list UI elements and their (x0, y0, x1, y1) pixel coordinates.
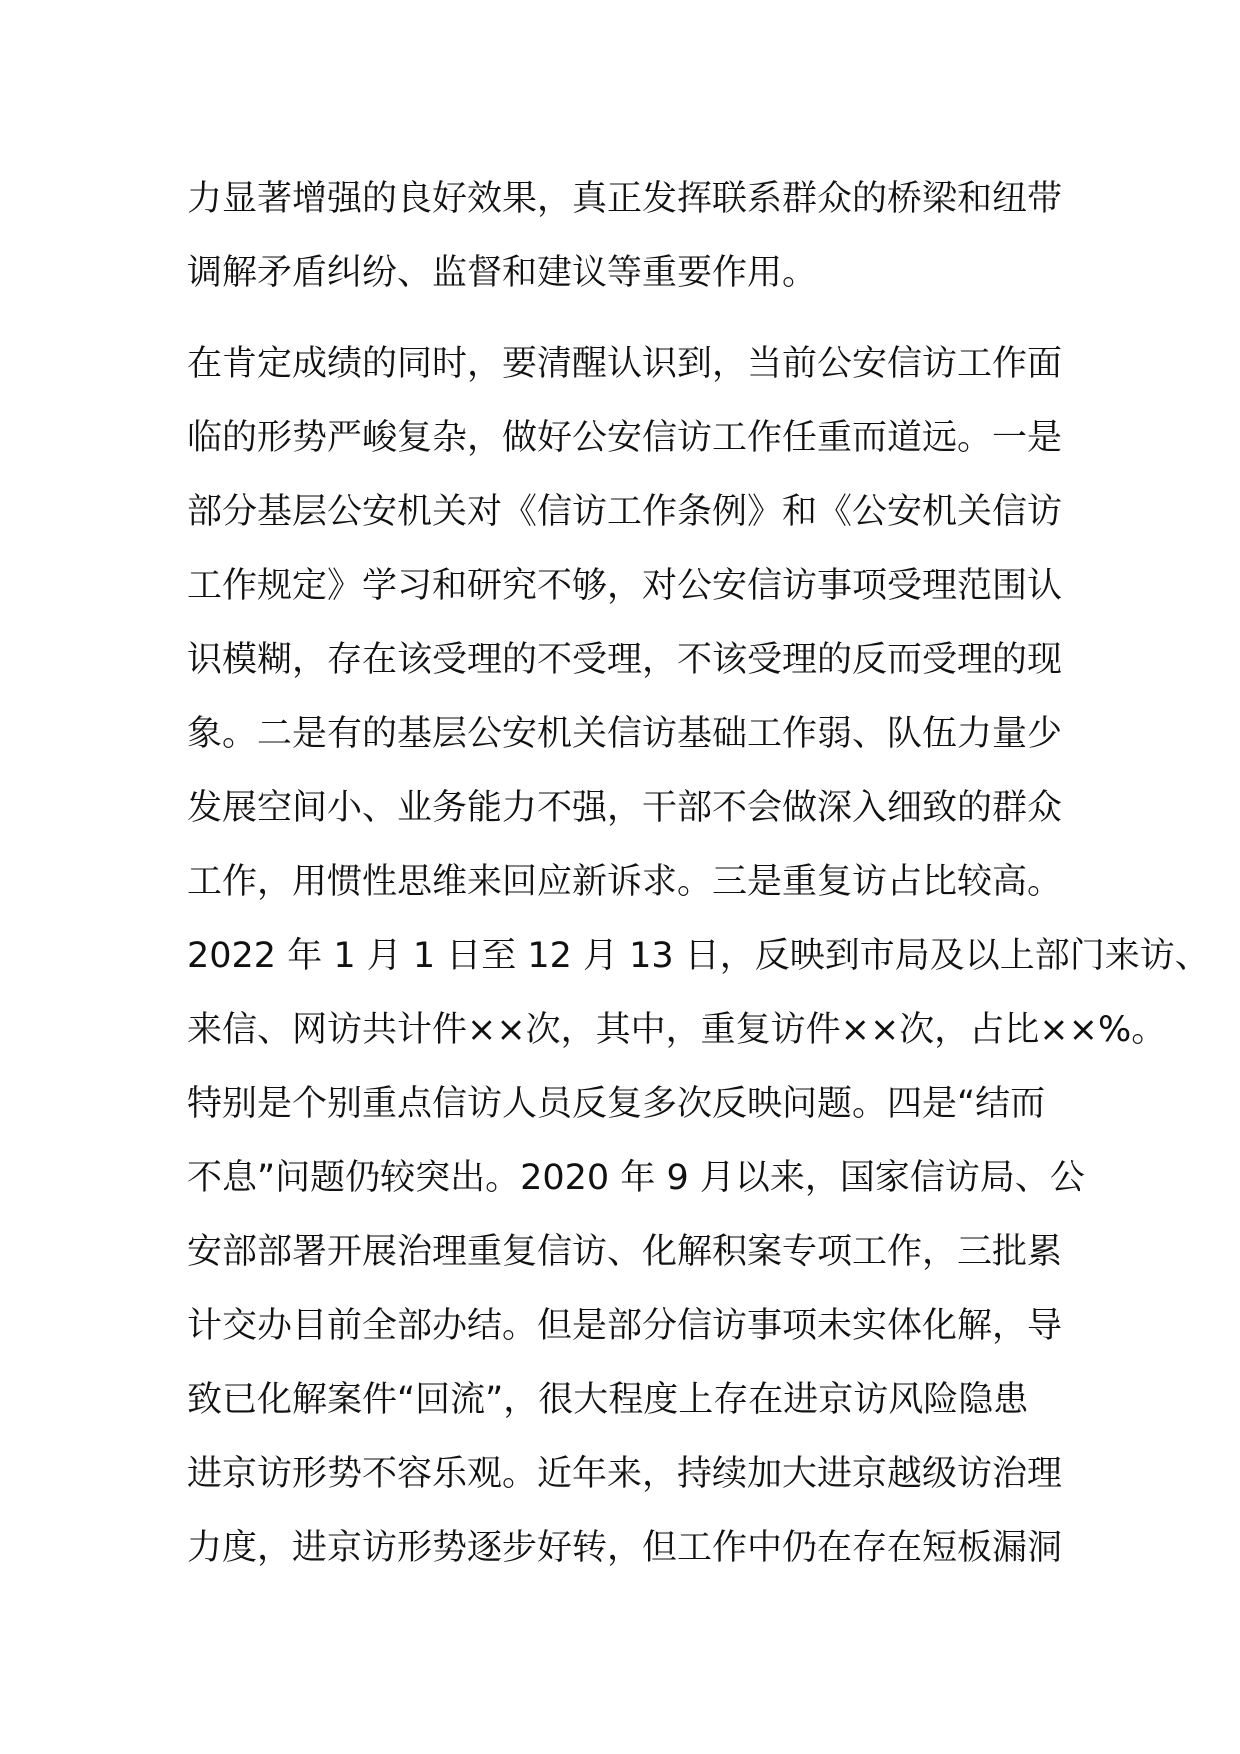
text-line: 计交办目前全部办结。但是部分信访事项未实体化解，导 (187, 1306, 1063, 1346)
text-line: 不息”问题仍较突出。2020 年 9 月以来，国家信访局、公 (187, 1158, 1085, 1198)
text-line: 力度，进京访形势逐步好转，但工作中仍在存在短板漏洞 (187, 1528, 1063, 1568)
text-line: 在肯定成绩的同时，要清醒认识到，当前公安信访工作面 (187, 344, 1063, 384)
paragraph-1 (187, 162, 1067, 310)
text-line: 部分基层公安机关对《信访工作条例》和《公安机关信访 (187, 492, 1063, 532)
text-line: 2022 年 1 月 1 日至 12 月 13 日，反映到市局及以上部门来访、 (187, 936, 1210, 976)
text-line: 工作，用惯性思维来回应新诉求。三是重复访占比较高。 (187, 862, 1063, 902)
text-line: 进京访形势不容乐观。近年来，持续加大进京越级访治理 (187, 1454, 1063, 1494)
text-line: 发展空间小、业务能力不强，干部不会做深入细致的群众 (187, 788, 1063, 828)
text-line: 调解矛盾纠纷、监督和建议等重要作用。 (187, 253, 818, 293)
text-line: 特别是个别重点信访人员反复多次反映问题。四是“结而 (187, 1084, 1046, 1124)
text-line: 识模糊，存在该受理的不受理，不该受理的反而受理的现 (187, 640, 1063, 680)
text-line: 安部部署开展治理重复信访、化解积案专项工作，三批累 (187, 1232, 1063, 1272)
paragraph-2 (187, 327, 1210, 1585)
text-line: 力显著增强的良好效果，真正发挥联系群众的桥梁和纽带 (187, 179, 1063, 219)
text-line: 来信、网访共计件××次，其中，重复访件××次，占比××%。 (187, 1010, 1167, 1050)
text-line: 象。二是有的基层公安机关信访基础工作弱、队伍力量少 (187, 714, 1063, 754)
text-line: 临的形势严峻复杂，做好公安信访工作任重而道远。一是 (187, 418, 1063, 458)
text-line: 致已化解案件“回流”，很大程度上存在进京访风险隐患 (187, 1380, 1029, 1420)
text-line: 工作规定》学习和研究不够，对公安信访事项受理范围认 (187, 566, 1063, 606)
